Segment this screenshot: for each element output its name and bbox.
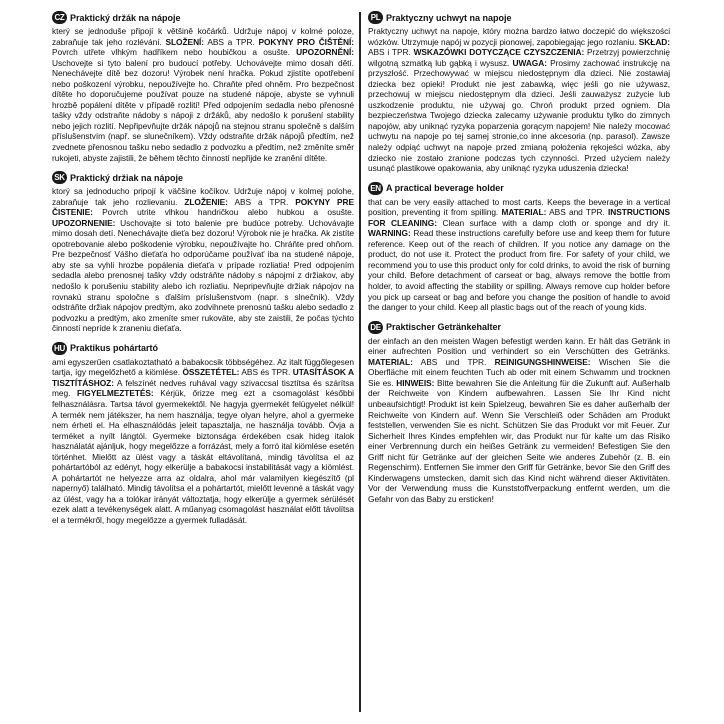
section-title: A practical beverage holder	[386, 183, 504, 194]
section-sk	[52, 170, 354, 334]
body-text: který se jednoduše připojí k většině kočárků. Udržuje nápoj v kolmé poloze, zabraňuje tak jeho rozlévání.	[52, 26, 354, 47]
section-body	[368, 336, 670, 505]
body-keyword: UPOZORNĚNÍ:	[296, 47, 354, 58]
section-hu	[52, 341, 354, 526]
left-column	[52, 10, 354, 716]
body-keyword: POKYNY PRO ČIŠTĚNÍ:	[258, 36, 354, 47]
body-text: Read these instructions carefully before use and keep them for future reference. Keep out of the reach of children. If you notice any damage on the product, do not use it. Protect the product from fire. For safety of your child, we recommend you to use this product only for cold drinks, to avoid the risk of burning your child. Before detachment of carseat or bag, always remove the bottle from holder, to avoid affecting the stability or spilling. Always remove cup holder before you pick up carseat or bag and before you change the position of handle to avoid the danger to your child. Keep all plastic bags out of the reach of young kids.	[368, 228, 670, 313]
body-text: Wischen Sie die Oberfläche mit einem feuchten Tuch ab oder mit einem Schwamm und trocknen Sie es.	[368, 356, 670, 388]
body-text: ABS a TPR.	[227, 196, 296, 207]
section-body	[368, 26, 670, 174]
body-text: der einfach an den meisten Wagen befestigt werden kann. Er hält das Getränk in einer aufrechten Position und verhindert so ein Verschütten des Getränks.	[368, 335, 670, 357]
language-badge-sk: SK	[52, 171, 67, 184]
section-body	[368, 197, 670, 313]
right-column	[368, 10, 670, 716]
body-text: Povrch utřete vlhkým hadříkem nebo houbičkou a osušte.	[52, 47, 297, 58]
body-keyword: FIGYELMEZTETÉS:	[76, 388, 154, 399]
column-divider	[359, 12, 361, 712]
body-keyword: SKŁAD:	[638, 36, 670, 47]
body-keyword: HINWEIS:	[396, 377, 435, 388]
section-cz	[52, 10, 354, 163]
body-text: ABS a TPR.	[204, 36, 259, 47]
section-title: Praktyczny uchwyt na napoje	[386, 12, 512, 23]
language-badge-de: DE	[368, 321, 383, 334]
section-header	[52, 170, 354, 185]
section-pl	[368, 10, 670, 174]
body-text: Povrch utrite vlhkou handričkou alebo hubkou a osušte.	[92, 207, 354, 218]
body-keyword: WARNING:	[368, 228, 411, 239]
body-keyword: UTASÍTÁSOK A TISZTÍTÁSHOZ:	[52, 367, 354, 388]
language-badge-hu: HU	[52, 342, 67, 355]
section-body	[52, 357, 354, 526]
body-keyword: REINIGUNGSHINWEISE:	[494, 356, 591, 367]
body-text: Bitte bewahren Sie die Anleitung für die Zukunft auf. Außerhalb der Reichweite von Kindern aufbewahren. Lassen Sie Ihr Kind nicht unbeaufsichtigt! Produkt ist kein Spielzeug, bewahren Sie es daher außerhalb der Reichweite von Kindern auf. Wenn Sie Verschleiß oder Schäden am Produkt feststellen, verwenden Sie es nicht. Schützen Sie das Produkt vor mit Feuer. Zur Sicherheit Ihres Kindes empfehlen wir, das Produkt nur für kalte um das Risiko einer Verbrennung durch ein heißes Getränk zu vermeiden! Befestigen Sie den Griff nicht für Getränke auf der gleichen Seite wie anderes Zubehör (z. B. ein Regenschirm). Entfernen Sie immer den Griff für Getränke, bevor Sie den Griff des Kinderwagens umstecken, damit sich das Kind nicht während dieser Aktivitäten. Vor der Verwendung muss die Kunststoffverpackung entfernt werden, um die Gefahr von das Baby zu ersticken!	[368, 377, 670, 504]
body-text: ktorý sa jednoducho pripojí k väčšine kočíkov. Udržuje nápoj v kolmej polohe, zabraňuje tak jeho rozlievaniu.	[52, 186, 354, 207]
section-header	[368, 320, 670, 335]
body-text: ABS és TPR.	[239, 367, 293, 378]
body-text: Kérjük, őrizze meg ezt a csomagolást későbbi felhasználásra. Tartsa távol gyermekektől. Ne hagyja gyermekét felügyelet nélkül! A termék nem játékszer, ha nem használja, tegye olyan helyre, ahol a gyermeke nem érheti el. Ha elhasználódás jeleit tapasztalja, ne használja tovább. Óvja a terméket a nyílt lángtól. Gyermeke biztonsága érdekében csak hideg italok használatát ajánljuk, hogy megelőzze a forrázást, mely a forró ital kiömlése esetén történhet. Mielőtt az ülést vagy a táskát eltávolítaná, mindig távolítsa el az pohártartóból az edényt, hogy elkerülje a babakocsi instabilitását vagy a kiömlést. A pohártartót ne helyezze arra az oldalra, ahol már valamilyen kiegészítő (pl napernyő) található. Mindig távolítsa el a pohártartót, mielőtt levenné a táskát vagy az ülést, vagy ha a tolókar irányát változtatja, hogy elkerülje a gyermek sérülését ezek alatt a tevékenységek alatt. A műanyag csomagolást használat előtt távolítsa el a termékről, hogy megelőzze a gyermek fulladását.	[52, 388, 354, 525]
section-title: Praktický držák na nápoje	[70, 12, 181, 23]
body-text: A felszínét nedves ruhával vagy szivaccsal tisztítsa és szárítsa meg.	[52, 377, 354, 399]
section-title: Praktikus pohártartó	[70, 343, 159, 354]
language-badge-cz: CZ	[52, 11, 67, 24]
section-header	[52, 10, 354, 25]
body-keyword: MATERIAL:	[368, 356, 413, 367]
body-text: ABS and TPR.	[546, 207, 609, 218]
body-text: Uschovejte si tyto balení pro budoucí potřeby. Uchovávejte mimo dosah dětí. Nenechávejte dítě bez dozoru! Výrobek není hračka. Pokud zjistíte opotřebení nebo poškození výrobku, nepoužívejte ho. Chraňte před ohněm. Pro bezpečnost dítěte ho doporučujeme používat pouze na studené nápoje, abyste se vyhnuli hrozbě popálení dítěte v případě rozlití! Před odpojením sedadla nebo přenosné tašky vždy odstraňte nádoby s nápoji z držáků, aby nedošlo k porušení stability nebo jejich rozlití. Nepřipevňujte držák nápojů na stejnou stranu společně s dalším příslušenstvím (např. se slunečníkem). Vždy odstraňte držák nápojů předtím, než zvednete přenosnou tašku nebo sedadlo z podvozku a předtím, než změníte směr rukojeti, abyste zajistili, že během těchto činností nepřijde ke zranění dítěte.	[52, 57, 354, 163]
section-title: Praktischer Getränkehalter	[386, 322, 502, 333]
body-keyword: UWAGA:	[512, 57, 547, 68]
body-text: ABS und TPR.	[412, 356, 495, 367]
body-text: that can be very easily attached to most carts. Keeps the beverage in a vertical position, preventing it from spilling.	[368, 196, 670, 218]
body-keyword: ÖSSZETÉTEL:	[182, 367, 240, 378]
body-text: Uschovajte si toto balenie pre budúce potreby. Uchovávajte mimo dosah detí. Nenechávajte dieťa bez dozoru! Výrobok nie je hračka. Ak zistíte opotrebovanie alebo poškodenie výrobku, nepoužívajte ho. Chráňte pred ohňom. Pre bezpečnosť Vášho dieťaťa ho odporúčame používať iba na studené nápoje, aby ste sa vyhli hrozbe popálenia dieťaťa v prípade rozliatia! Pred odpojením sedadla alebo prenosnej tašky vždy odstráňte nádoby s nápojmi z držiakov, aby nedošlo k porušeniu stability alebo ich rozliatiu. Nepripevňujte držiak nápojov na rovnakú stranu spoločne s ďalším príslušenstvom (napr. s slnečník). Vždy odstráňte držiak nápojov predtým, ako zodvihnete prenosnú tašku alebo sedadlo z podvozku a predtým, ako zmeníte smer rukoväte, aby ste zaistili, že počas týchto činností nepríde k zraneniu dieťaťa.	[52, 217, 354, 334]
section-header	[368, 181, 670, 196]
body-text: Clean surface with a damp cloth or sponge and dry it.	[436, 217, 670, 228]
section-header	[52, 341, 354, 356]
body-text: ami egyszerűen csatlakoztatható a babakocsik többségéhez. Az italt függőlegesen tartja, így megelőzhető a kiömlése.	[52, 356, 354, 378]
section-body	[52, 26, 354, 163]
body-keyword: POKYNY PRE ČISTENIE:	[52, 196, 354, 218]
body-text: Przetrzyj powierzchnię wilgotną szmatką lub gąbką i wysusz.	[368, 47, 670, 68]
body-keyword: UPOZORNENIE:	[52, 217, 116, 228]
section-de	[368, 320, 670, 505]
body-keyword: INSTRUCTIONS FOR CLEANING:	[368, 207, 670, 228]
body-keyword: ZLOŽENIE:	[184, 196, 228, 207]
section-body	[52, 186, 354, 334]
language-badge-pl: PL	[368, 11, 383, 24]
section-header	[368, 10, 670, 25]
body-text: ABS i TPR.	[368, 47, 414, 58]
section-en	[368, 181, 670, 313]
instruction-sheet	[52, 10, 678, 716]
body-keyword: WSKAZÓWKI DOTYCZĄCE CZYSZCZENIA:	[413, 47, 585, 58]
section-title: Praktický držiak na nápoje	[70, 172, 184, 183]
body-text: Praktyczny uchwyt na napoje, który można bardzo łatwo doczepić do większości wózków. Utrzymuje napój w pozycji pionowej, zapobiegając jego rozlaniu.	[368, 26, 670, 47]
language-badge-en: EN	[368, 182, 383, 195]
body-keyword: SLOŽENÍ:	[165, 36, 205, 47]
body-keyword: MATERIAL:	[501, 207, 547, 218]
body-text: Prosimy zachować instrukcję na przyszłość. Przechowywać w miejscu niedostępnym dla dzieci. Nie zostawiaj dziecka bez opieki! Produkt nie jest zabawką, więc jeśli go nie używasz, przechowuj w miejscu niedostępnym dla dzieci. Jeśli zauważysz zużycie lub uszkodzenie produktu, nie używaj go. Chroń produkt przed ogniem. Dla bezpieczeństwa Twojego dziecka zalecamy używanie produktu tylko do zimnych napojów, aby uniknąć ryzyka poparzenia gorącym napojem! Nie należy mocować uchwytu na napoje po tej samej stronie,co inne akcesoria (np. parasol). Zawsze należy odpiąć uchwyt na napoje przed zmianą położenia rękojeści wózka, aby dziecko nie zostało zranione podczas tych czynności. Przed użyciem należy usunąć plastikowe opakowania, aby uniknąć ryzyka uduszenia dziecka!	[368, 57, 670, 174]
